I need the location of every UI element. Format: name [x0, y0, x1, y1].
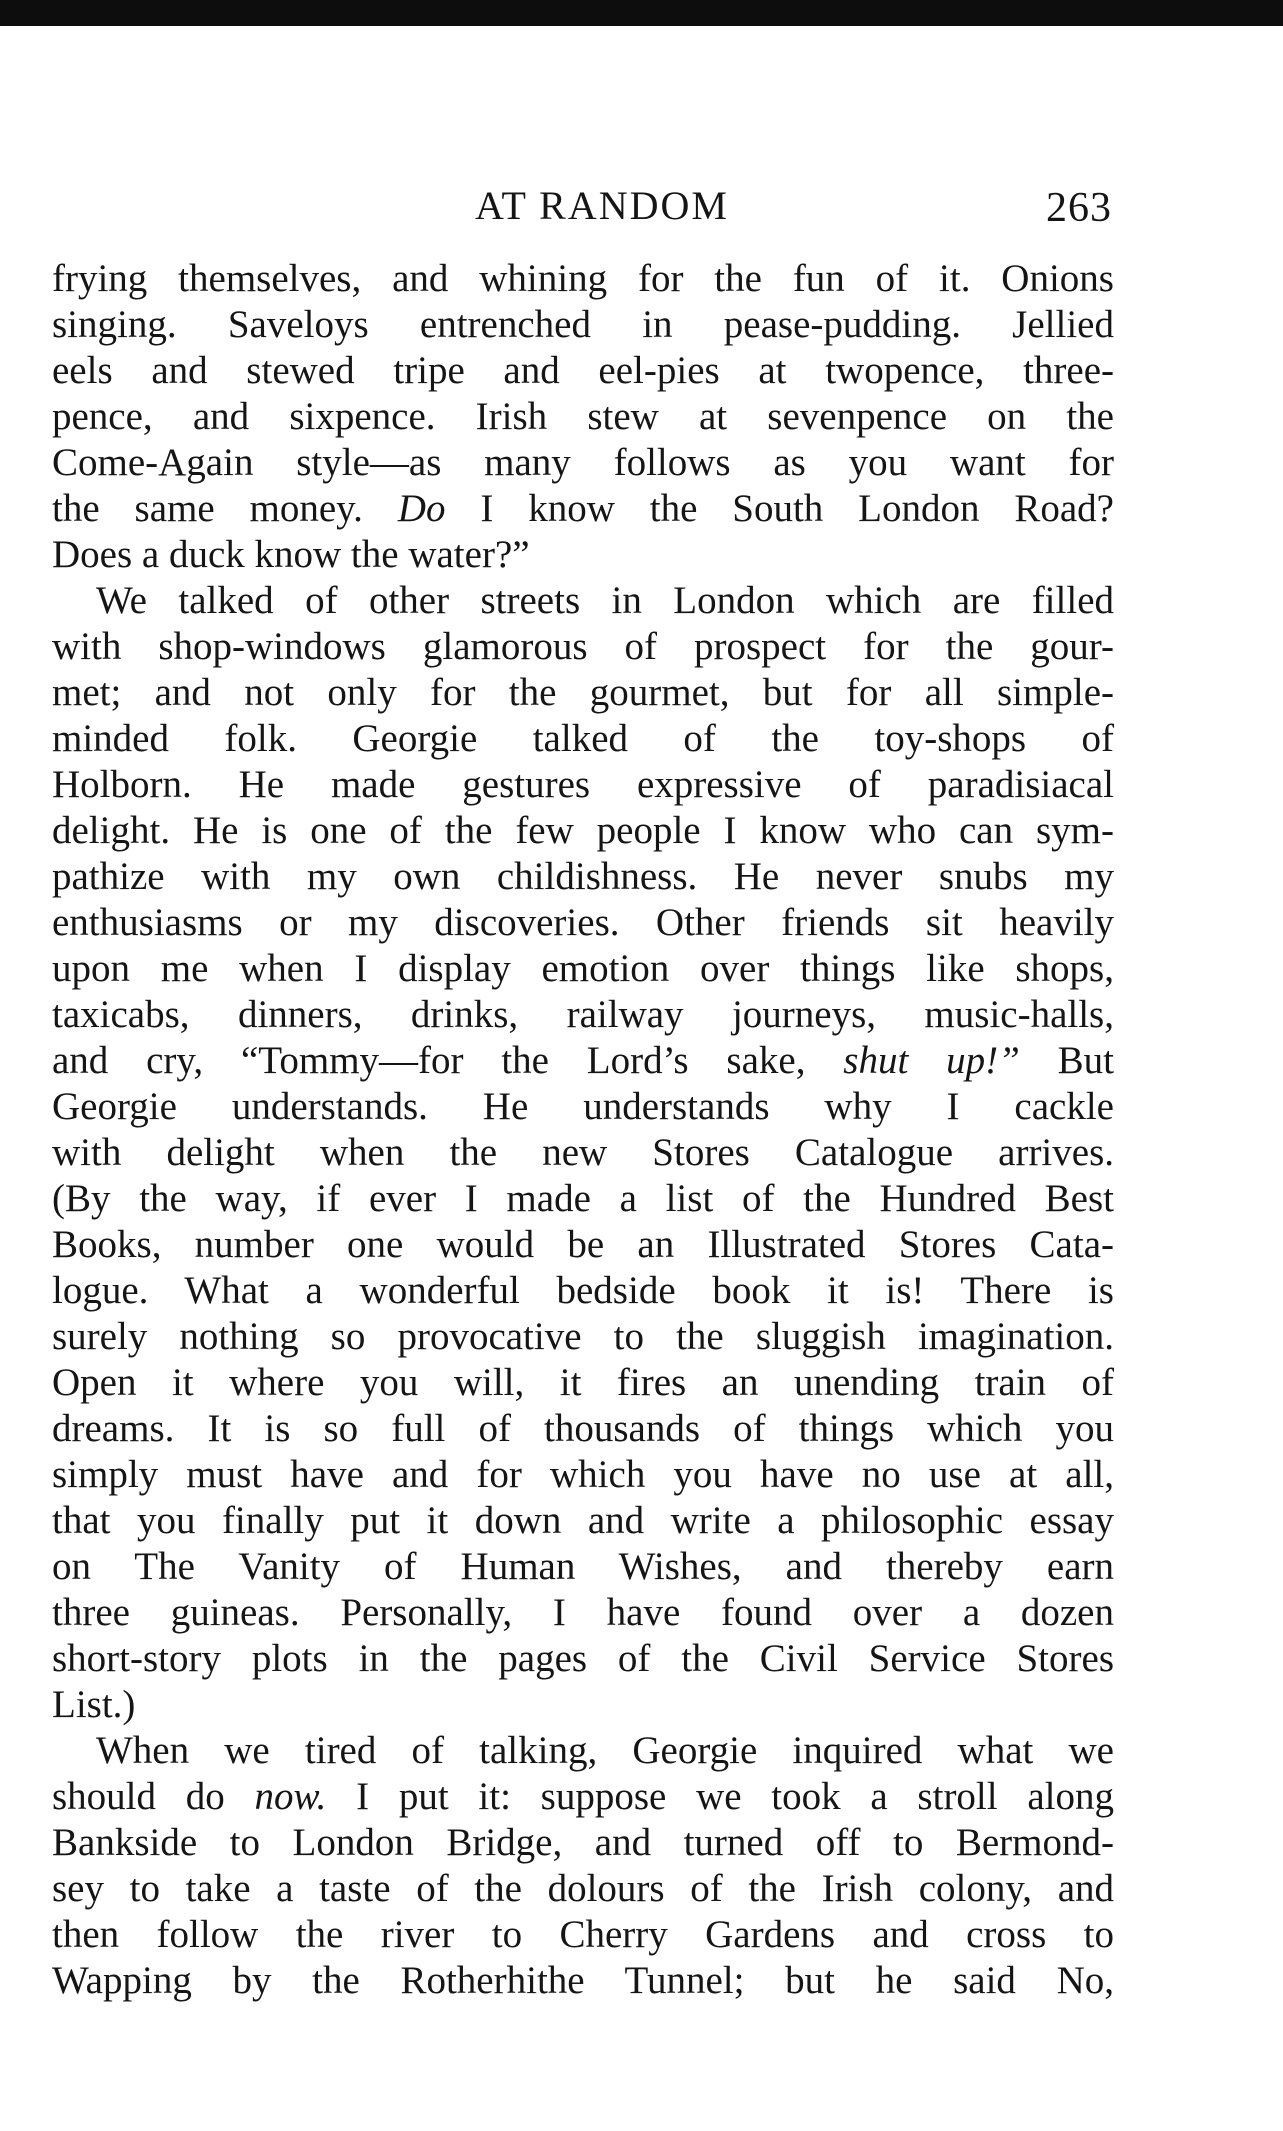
text-line: frying themselves, and whining for the fun of it. Onions — [52, 257, 1114, 300]
text-line-mixed — [52, 1038, 1114, 1084]
text-line: pathize with my own childishness. He never snubs my — [52, 855, 1114, 898]
text-line: (By the way, if ever I made a list of the Hundred Best — [52, 1177, 1114, 1220]
text-run: I put it: suppose we took a stroll along — [326, 1775, 1114, 1818]
text-run: should do — [52, 1775, 255, 1818]
text-line: simply must have and for which you have no use at all, — [52, 1453, 1114, 1496]
text-line: delight. He is one of the few people I know who can sym- — [52, 809, 1114, 852]
text-line: Wapping by the Rotherhithe Tunnel; but he said No, — [52, 1959, 1114, 2002]
text-line: short-story plots in the pages of the Civil Service Stores — [52, 1637, 1114, 1680]
text-line-mixed — [52, 486, 1114, 532]
emphasis-text: shut up!” — [843, 1039, 1020, 1082]
text-line: Come-Again style—as many follows as you want for — [52, 441, 1114, 484]
text-run: the same money. — [52, 487, 398, 530]
text-run: But — [1019, 1039, 1114, 1082]
text-line: eels and stewed tripe and eel-pies at twopence, three- — [52, 349, 1114, 392]
paragraph-2 — [52, 578, 1114, 1728]
text-line: enthusiasms or my discoveries. Other friends sit heavily — [52, 901, 1114, 944]
text-line: on The Vanity of Human Wishes, and thereby earn — [52, 1545, 1114, 1588]
paragraph-1 — [52, 256, 1114, 578]
text-line: List.) — [52, 1683, 136, 1726]
page-body — [52, 256, 1114, 2004]
text-line: minded folk. Georgie talked of the toy-shops of — [52, 717, 1114, 760]
text-line: that you finally put it down and write a philosophic essay — [52, 1499, 1114, 1542]
text-line: Georgie understands. He understands why I cackle — [52, 1085, 1114, 1128]
text-line: singing. Saveloys entrenched in pease-pudding. Jellied — [52, 303, 1114, 346]
text-run: and cry, “Tommy—for the Lord’s sake, — [52, 1039, 844, 1082]
emphasis-text: Do — [397, 487, 446, 530]
paragraph-3 — [52, 1728, 1114, 2004]
text-line: dreams. It is so full of thousands of things which you — [52, 1407, 1114, 1450]
text-line: We talked of other streets in London which are filled — [96, 579, 1114, 622]
text-line: Holborn. He made gestures expressive of paradisiacal — [52, 763, 1114, 806]
text-line: with shop-windows glamorous of prospect for the gour- — [52, 625, 1114, 668]
text-line: three guineas. Personally, I have found over a dozen — [52, 1591, 1114, 1634]
scan-top-edge — [0, 0, 1283, 26]
text-line: Open it where you will, it fires an unending train of — [52, 1361, 1114, 1404]
text-line: When we tired of talking, Georgie inquired what we — [96, 1729, 1114, 1772]
text-line: Does a duck know the water?” — [52, 533, 530, 576]
page-number: 263 — [1046, 185, 1112, 231]
text-line: upon me when I display emotion over things like shops, — [52, 947, 1114, 990]
text-line: taxicabs, dinners, drinks, railway journeys, music-halls, — [52, 993, 1114, 1036]
running-head — [52, 178, 1112, 238]
text-line: surely nothing so provocative to the sluggish imagination. — [52, 1315, 1114, 1358]
emphasis-text: now. — [254, 1775, 327, 1818]
text-line: Bankside to London Bridge, and turned off to Bermond- — [52, 1821, 1114, 1864]
text-line: sey to take a taste of the dolours of the Irish colony, and — [52, 1867, 1114, 1910]
text-line: logue. What a wonderful bedside book it is! There is — [52, 1269, 1114, 1312]
text-line: pence, and sixpence. Irish stew at sevenpence on the — [52, 395, 1114, 438]
text-line: with delight when the new Stores Catalogue arrives. — [52, 1131, 1114, 1174]
text-line: Books, number one would be an Illustrated Stores Cata- — [52, 1223, 1114, 1266]
text-line-mixed — [52, 1774, 1114, 1820]
text-run: I know the South London Road? — [445, 487, 1114, 530]
running-title: AT RANDOM — [475, 183, 729, 228]
text-line: then follow the river to Cherry Gardens and cross to — [52, 1913, 1114, 1956]
text-line: met; and not only for the gourmet, but for all simple- — [52, 671, 1114, 714]
